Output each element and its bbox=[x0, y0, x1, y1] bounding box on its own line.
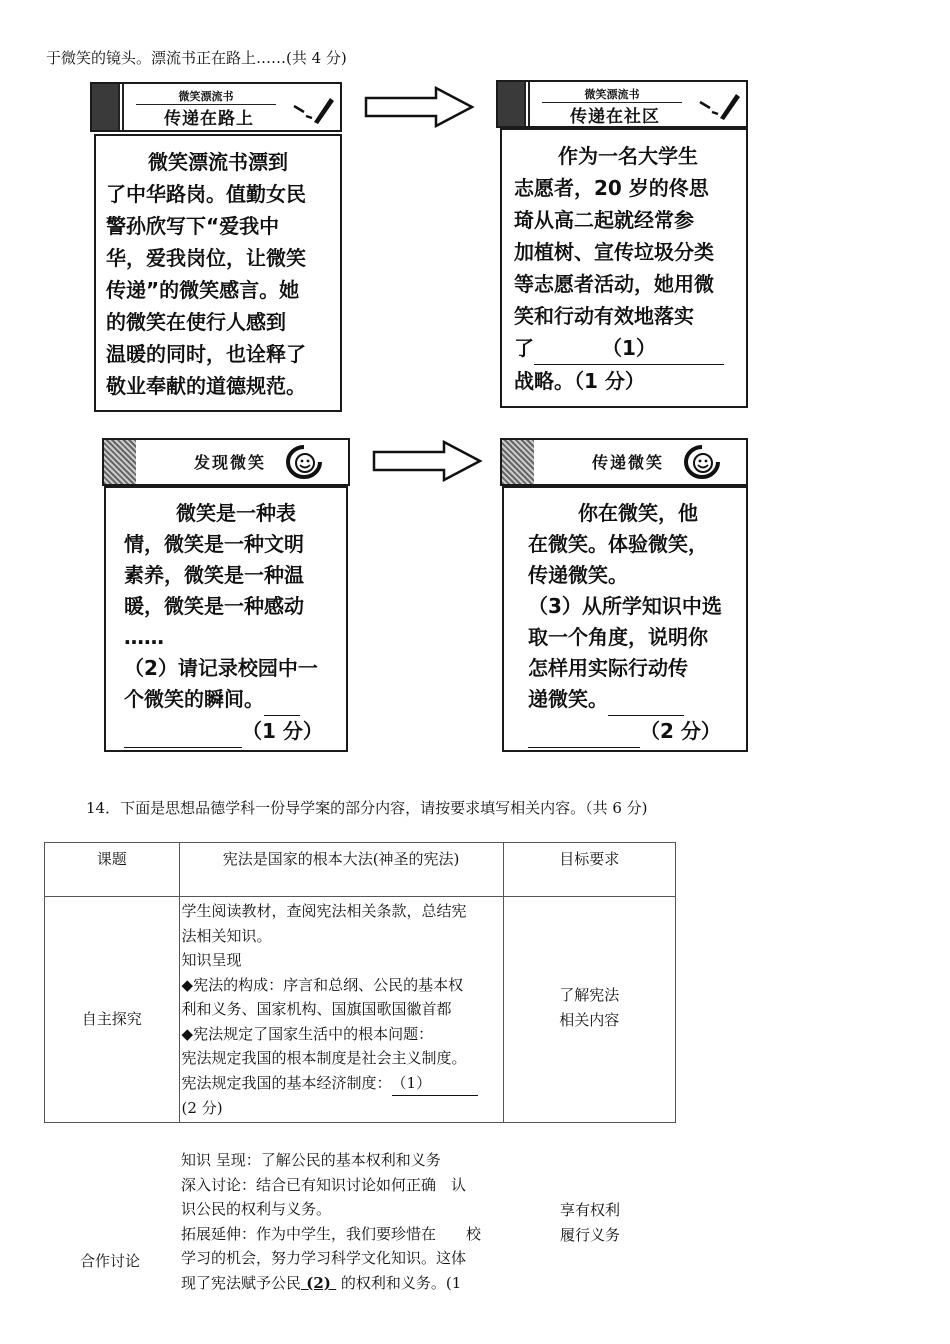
card3-head-title: 发现微笑 bbox=[193, 453, 266, 472]
card1-head-small: 微笑漂流书 bbox=[136, 88, 276, 105]
row2-line: 拓展延伸：作为中学生，我们要珍惜在 校 bbox=[181, 1224, 482, 1243]
question-14: 14．下面是思想品德学科一份导学案的部分内容，请按要求填写相关内容。（共 6 分) bbox=[86, 799, 648, 817]
card1-line: 警孙欣写下“爱我中 bbox=[106, 214, 280, 238]
card2-last-line: 战略。（1 分） bbox=[514, 369, 645, 393]
card3-line: 个微笑的瞬间。 bbox=[124, 687, 264, 711]
header-title: 宪法是国家的根本大法(神圣的宪法) bbox=[179, 843, 503, 897]
row1-line: 法相关知识。 bbox=[181, 926, 272, 945]
answer-blank-1[interactable] bbox=[534, 332, 724, 365]
card1-line: 的微笑在使行人感到 bbox=[106, 310, 286, 334]
smiley-icon bbox=[682, 444, 722, 480]
answer-blank-3[interactable] bbox=[608, 684, 684, 716]
card2-header bbox=[496, 80, 748, 128]
row1-content bbox=[179, 897, 503, 1123]
arrow-right-icon bbox=[372, 440, 484, 482]
card3-line: 暖，微笑是一种感动 bbox=[124, 594, 304, 618]
row2-line: 知识 呈现：了解公民的基本权利和义务 bbox=[181, 1151, 441, 1169]
bottle-icon bbox=[498, 82, 524, 126]
table-header-row bbox=[45, 843, 676, 897]
row2-line: 学习的机会，努力学习科学文化知识。这体 bbox=[181, 1249, 467, 1267]
row1-blank-prefix: 宪法规定我国的基本经济制度： bbox=[181, 1073, 392, 1092]
row2-last-suffix: 的权利和义务。(1 bbox=[340, 1273, 462, 1292]
card3-line: 微笑是一种表 bbox=[176, 501, 296, 525]
card4-line: 怎样用实际行动传 bbox=[528, 656, 688, 680]
answer-blank-2b[interactable] bbox=[124, 716, 242, 748]
arrow-right-icon bbox=[364, 86, 476, 128]
smiley-icon bbox=[284, 444, 324, 480]
card1-line: 微笑漂流书漂到 bbox=[148, 150, 288, 174]
card1-line: 华，爱我岗位，让微笑 bbox=[106, 246, 306, 270]
card2-body bbox=[500, 128, 748, 408]
card4-body bbox=[502, 486, 748, 752]
row2-goal: 享有权利 履行义务 bbox=[559, 1201, 620, 1244]
card2-line: 等志愿者活动，她用微 bbox=[514, 272, 714, 296]
row1-line: 利和义务、国家机构、国旗国歌国徽首都 bbox=[181, 1000, 452, 1018]
pen-icon bbox=[290, 92, 336, 126]
card3-line: （2）请记录校园中一 bbox=[124, 656, 318, 680]
card1-line: 传递”的微笑感言。她 bbox=[106, 278, 300, 302]
header-topic: 课题 bbox=[45, 843, 180, 897]
answer-blank-table-2[interactable]: (2) bbox=[306, 1273, 331, 1292]
row1-line: 宪法规定我国的根本制度是社会主义制度。 bbox=[181, 1049, 467, 1067]
intro-line: 于微笑的镜头。漂流书正在路上……(共 4 分) bbox=[46, 49, 347, 67]
table-row bbox=[45, 897, 676, 1123]
card4-header bbox=[500, 438, 748, 486]
card3-line: 情，微笑是一种文明 bbox=[124, 532, 304, 556]
card4-line: 递微笑。 bbox=[528, 687, 608, 711]
answer-blank-3b[interactable] bbox=[528, 716, 640, 748]
row1-goal: 了解宪法 相关内容 bbox=[503, 897, 675, 1123]
card2-head-title: 传递在社区 bbox=[570, 107, 660, 127]
row2-label: 合作讨论 bbox=[80, 1252, 141, 1270]
card4-line: 你在微笑，他 bbox=[578, 501, 698, 525]
card4-line: 在微笑。体验微笑， bbox=[528, 532, 708, 556]
row1-line: 知识呈现 bbox=[181, 951, 242, 969]
bottle-icon bbox=[92, 84, 118, 130]
card3-line: …… bbox=[124, 625, 164, 649]
row1-line: ◆宪法的构成：序言和总纲、公民的基本权 bbox=[181, 975, 464, 994]
row1-score: (2 分) bbox=[181, 1099, 223, 1117]
row1-line: 学生阅读教材，查阅宪法相关条款，总结宪 bbox=[181, 902, 467, 920]
card2-line: 作为一名大学生 bbox=[558, 144, 698, 168]
card1-line: 敬业奉献的道德规范。 bbox=[106, 374, 306, 398]
card4-score: （2 分） bbox=[640, 719, 721, 743]
card2-head-small: 微笑漂流书 bbox=[542, 86, 682, 103]
card2-blank-prefix: 了 bbox=[514, 336, 534, 360]
answer-blank-table-1[interactable]: （1） bbox=[392, 1071, 478, 1097]
row1-line: ◆宪法规定了国家生活中的根本问题： bbox=[181, 1024, 434, 1043]
card2-blank-label: （1） bbox=[602, 336, 656, 360]
card1-line: 温暖的同时，也诠释了 bbox=[106, 342, 306, 366]
row1-label: 自主探究 bbox=[45, 897, 180, 1123]
header-goal: 目标要求 bbox=[503, 843, 675, 897]
row2-line: 深入讨论：结合已有知识讨论如何正确 认 bbox=[181, 1175, 467, 1194]
card2-line: 笑和行动有效地落实 bbox=[514, 304, 694, 328]
card2-line: 加植树、宣传垃圾分类 bbox=[514, 240, 714, 264]
row2-last-prefix: 现了宪法赋予公民 bbox=[181, 1273, 302, 1292]
card1-body bbox=[94, 134, 342, 412]
card3-body bbox=[104, 486, 348, 752]
card1-line: 了中华路岗。值勤女民 bbox=[106, 182, 306, 206]
card2-line: 志愿者，20 岁的佟思 bbox=[514, 176, 709, 200]
card1-head-title: 传递在路上 bbox=[164, 109, 254, 129]
study-guide-table bbox=[44, 842, 676, 1123]
card3-header bbox=[102, 438, 350, 486]
row2-content bbox=[181, 1148, 505, 1295]
answer-blank-2[interactable] bbox=[264, 684, 300, 716]
card3-line: 素养，微笑是一种温 bbox=[124, 563, 304, 587]
card4-line: 取一个角度，说明你 bbox=[528, 625, 708, 649]
card4-line: （3）从所学知识中选 bbox=[528, 594, 722, 618]
card4-head-title: 传递微笑 bbox=[591, 453, 664, 472]
card4-line: 传递微笑。 bbox=[528, 563, 628, 587]
row2-line: 识公民的权利与义务。 bbox=[181, 1200, 332, 1218]
card1-header bbox=[90, 82, 342, 132]
pen-icon bbox=[696, 88, 742, 122]
card2-line: 琦从高二起就经常参 bbox=[514, 208, 694, 232]
card3-score: （1 分） bbox=[242, 719, 323, 743]
